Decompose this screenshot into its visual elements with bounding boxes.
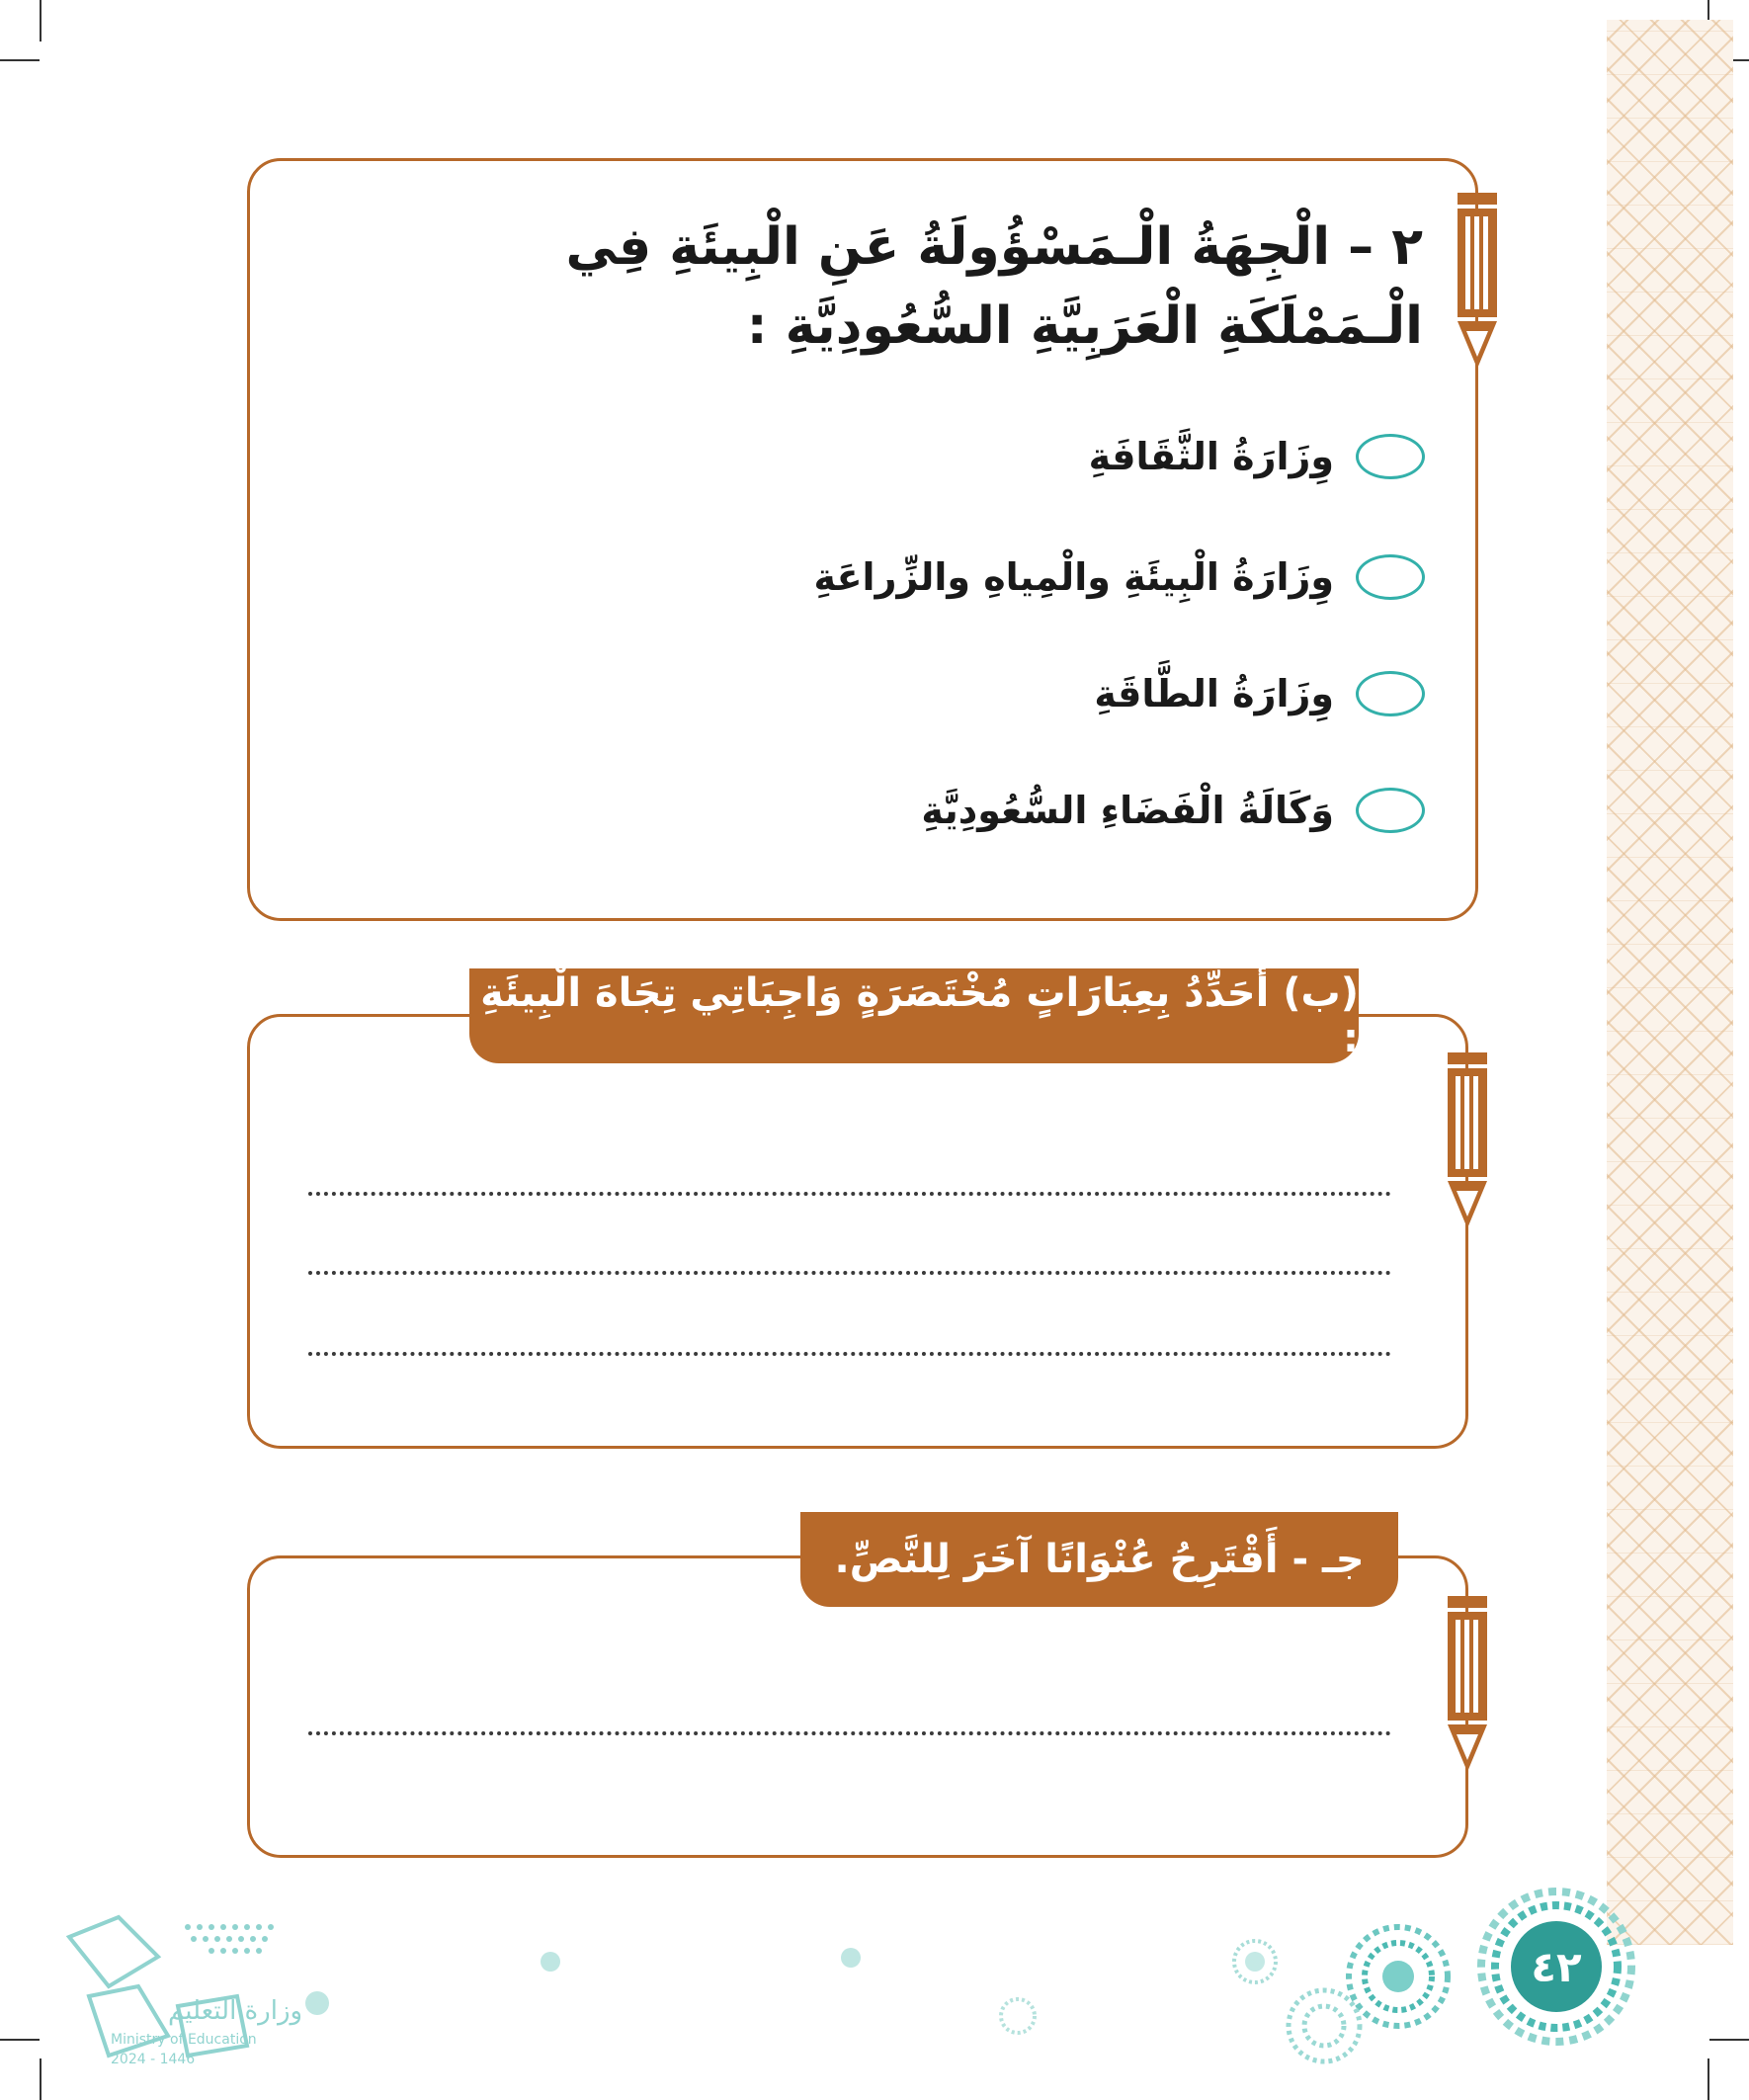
option-radio[interactable] [1356, 554, 1425, 600]
option-radio[interactable] [1356, 671, 1425, 716]
flower-ornament-icon [838, 1945, 864, 1971]
side-pattern [1607, 20, 1733, 1945]
answer-line[interactable] [308, 1731, 1391, 1735]
question-text [375, 208, 1423, 366]
flower-ornament-icon [998, 1996, 1038, 2036]
ministry-name-en: Ministry of Education [111, 2032, 257, 2048]
flower-ornament-icon [538, 1949, 563, 1974]
option-label: وِزَارَةُ الثَّقَافَةِ [1088, 435, 1334, 478]
ministry-year: 2024 - 1446 [111, 2052, 196, 2067]
section-b-title: (ب) أُحَدِّدُ بِعِبَارَاتٍ مُخْتَصَرَةٍ وَاجِبَاتِي تِجَاهَ الْبِيئَةِ : [469, 968, 1359, 1063]
question-number: ٢ [1391, 217, 1423, 277]
question-prompt: – الْجِهَةُ الْـمَسْؤُولَةُ عَنِ الْبِيئَةِ فِي الْـمَمْلَكَةِ الْعَرَبِيَّةِ السُّعُودِيَّةِ : [565, 217, 1423, 356]
ministry-name: وزارة التعليم [168, 1996, 303, 2026]
option-label: وِزَارَةُ الطَّاقَةِ [1094, 672, 1334, 715]
crop-mark [0, 2039, 40, 2041]
pencil-icon [1445, 1596, 1490, 1774]
answer-line[interactable] [308, 1352, 1391, 1356]
section-c-title: جـ - أَقْتَرِحُ عُنْوَانًا آخَرَ لِلنَّصِّ. [800, 1512, 1398, 1607]
option-item[interactable] [1089, 427, 1425, 486]
crop-mark [1709, 2039, 1749, 2041]
option-item[interactable] [1094, 664, 1425, 723]
crop-mark [40, 0, 42, 42]
crop-mark [1707, 2058, 1709, 2100]
section-b-box [247, 1014, 1468, 1449]
pencil-icon [1445, 1052, 1490, 1230]
option-item[interactable] [921, 781, 1425, 840]
option-radio[interactable] [1356, 434, 1425, 479]
option-label: وَكَالَةُ الْفَضَاءِ السُّعُودِيَّةِ [921, 789, 1334, 832]
ministry-logo [49, 1897, 326, 2075]
answer-line[interactable] [308, 1271, 1391, 1275]
ministry-logo-icon [49, 1897, 326, 2075]
crop-mark [40, 2058, 42, 2100]
option-label: وِزَارَةُ الْبِيئَةِ والْمِياهِ والزِّراعَةِ [813, 555, 1334, 599]
flower-ornament-icon [1230, 1937, 1280, 1986]
page-number-badge [1477, 1888, 1635, 2046]
option-radio[interactable] [1356, 788, 1425, 833]
answer-line[interactable] [308, 1192, 1391, 1196]
option-item[interactable] [814, 547, 1425, 607]
crop-mark [0, 59, 40, 61]
pencil-icon [1455, 193, 1500, 371]
page-number: ٤٢ [1531, 1942, 1582, 1991]
flower-ornament-icon [1285, 1986, 1364, 2065]
